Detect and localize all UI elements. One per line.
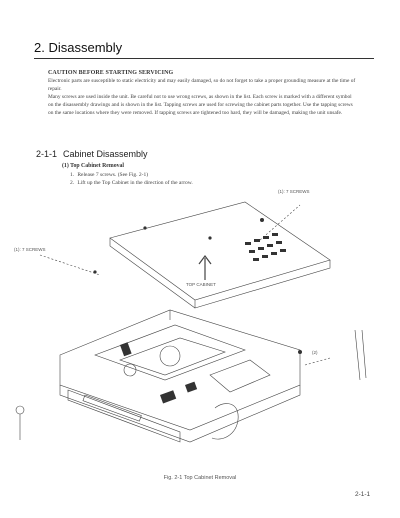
section-title: Cabinet Disassembly — [63, 149, 148, 159]
page-number: 2-1-1 — [355, 491, 371, 498]
caution-paragraph-2: Many screws are used inside the unit. Be careful not to use wrong screws, as shown in the list. Each screw is marked with a different symbol on the disassembly drawings and is shown in the list. Tapping screws are used for screwing the cabinet parts together. Use the tapping screws on the same locations where they were removed. If tapping screws are tightened too hard, they will be damaged, making the unit unsafe. — [48, 94, 353, 117]
step-item: 1. Release 7 screws. (See Fig. 2-1) — [70, 172, 149, 178]
figure-caption: Fig. 2-1 Top Cabinet Removal — [163, 475, 237, 481]
arrow-note-label: (2) — [312, 350, 318, 355]
screw-callout-right: (1): 7 SCREWS — [278, 189, 310, 194]
page-title: 2. Disassembly — [34, 40, 123, 55]
title-divider — [34, 58, 374, 59]
step-item: 2. Lift up the Top Cabinet in the direction of the arrow. — [70, 180, 193, 186]
subsection-heading: (1) Top Cabinet Removal — [62, 163, 124, 169]
caution-heading: CAUTION BEFORE STARTING SERVICING — [48, 70, 174, 76]
section-heading — [36, 149, 154, 159]
top-cabinet-label: TOP CABINET — [186, 282, 216, 287]
screw-callout-left: (1): 7 SCREWS — [14, 247, 46, 252]
caution-text — [48, 78, 358, 119]
caution-paragraph-1: Electronic parts are susceptible to static electricity and may easily damaged, so do not forget to take a proper grounding measure at the time of repair. — [48, 78, 356, 92]
section-number: 2-1-1 — [36, 149, 58, 159]
top-cabinet-removal-diagram — [0, 180, 400, 475]
